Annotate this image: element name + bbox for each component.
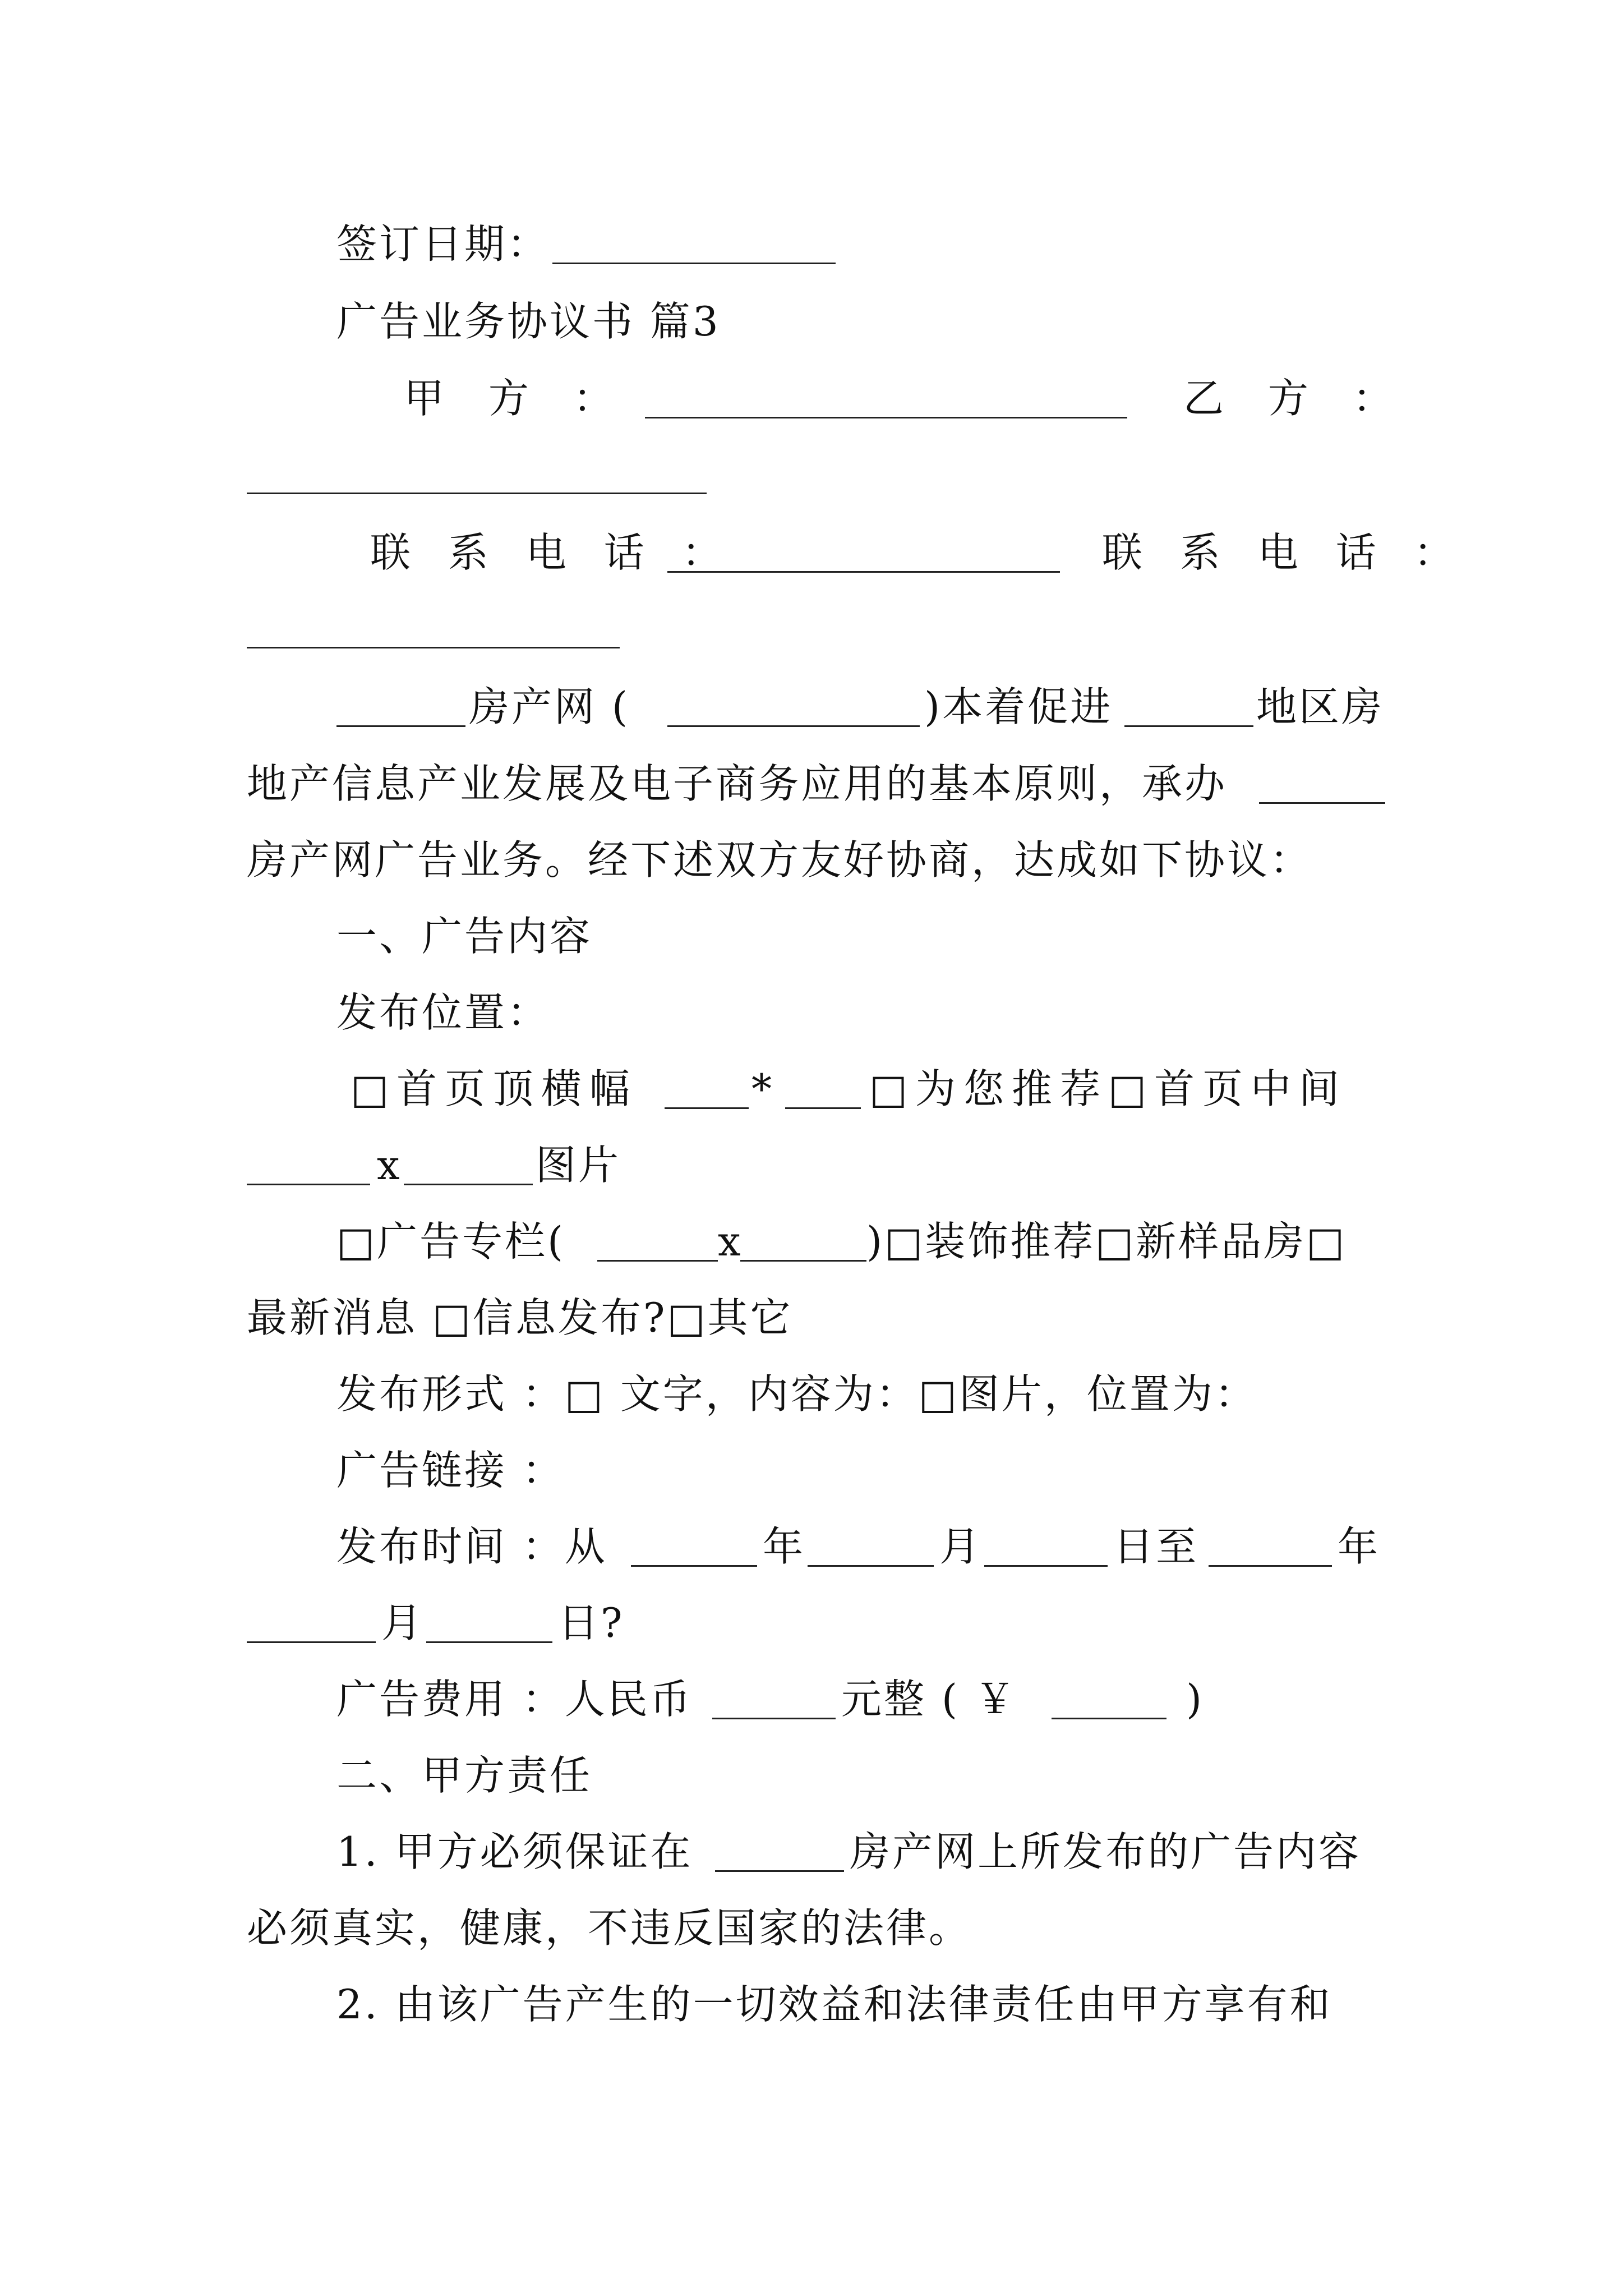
column-height-blank <box>740 1260 866 1262</box>
intro-line-2 <box>0 753 1623 815</box>
party-b-label: 乙 方 ： <box>1183 375 1409 422</box>
phone-b-continuation <box>0 597 1623 659</box>
start-day-blank <box>984 1565 1108 1567</box>
position-options-line-4 <box>0 1287 1623 1349</box>
fee-words-blank <box>712 1718 836 1719</box>
intro-text-d: 地产信息产业发展及电子商务应用的基本原则，承办 <box>247 760 1228 807</box>
option-column: □广告专栏( <box>336 1218 566 1265</box>
party-b-continuation <box>0 443 1623 505</box>
column-x: x <box>718 1218 743 1265</box>
image-height-blank <box>404 1184 533 1185</box>
phone-b-label: 联 系 电 话 ： <box>1102 529 1467 576</box>
party-b-blank <box>247 493 707 494</box>
times-sign: * <box>751 1065 774 1112</box>
clause-1-text-c: 必须真实，健康，不违反国家的法律。 <box>247 1904 972 1952</box>
clause-2-line-1 <box>0 1973 1623 2035</box>
intro-text-c: 地区房 <box>1256 683 1385 730</box>
phone-a-label: 联 系 电 话 ： <box>370 529 735 576</box>
publish-form: 发布形式 ：□ 文字，内容为：□图片，位置为： <box>336 1370 1257 1418</box>
host-blank <box>1259 802 1385 804</box>
publish-form-line <box>0 1363 1623 1425</box>
intro-line-1 <box>0 676 1623 738</box>
banner-height-blank <box>785 1107 861 1109</box>
position-options-line-1 <box>0 1058 1623 1120</box>
title-text: 广告业务协议书 篇3 <box>336 298 721 345</box>
day-to-label: 日至 <box>1113 1523 1199 1570</box>
publish-time-line <box>0 1516 1623 1577</box>
intro-text-e: 房产网广告业务。经下述双方友好协商，达成如下协议： <box>247 836 1313 884</box>
region-blank <box>1124 725 1253 727</box>
section-1-heading <box>0 905 1623 967</box>
party-a-blank <box>645 417 1127 418</box>
image-width-blank <box>247 1184 370 1185</box>
position-options-line-2 <box>0 1134 1623 1196</box>
section-2-heading <box>0 1745 1623 1806</box>
position-label-line <box>0 982 1623 1043</box>
clause-1-line-2 <box>0 1897 1623 1959</box>
clause-1-line-1 <box>0 1821 1623 1883</box>
clause-1-text-b: 房产网上所发布的广告内容 <box>850 1828 1362 1875</box>
image-label: 图片 <box>536 1142 621 1189</box>
party-line <box>0 367 1623 429</box>
clause-2-text: 2. 由该广告产生的一切效益和法律责任由甲方享有和 <box>336 1981 1332 2028</box>
clause-1-text-a: 1. 甲方必须保证在 <box>336 1828 693 1875</box>
option-top-banner: □首页顶横幅 <box>351 1065 638 1112</box>
site-url-blank <box>667 725 920 727</box>
section-1-title: 一、广告内容 <box>336 913 593 960</box>
sign-date-line <box>0 213 1623 275</box>
image-x: x <box>377 1142 402 1189</box>
document-title <box>0 291 1623 352</box>
option-news-other: 最新消息 □信息发布?□其它 <box>247 1294 793 1341</box>
party-a-label: 甲 方 ： <box>404 375 629 422</box>
column-width-blank <box>597 1260 718 1262</box>
ad-link-line <box>0 1439 1623 1501</box>
phone-line <box>0 522 1623 583</box>
position-options-line-3 <box>0 1211 1623 1272</box>
intro-text-a: 房产网 ( <box>469 683 630 730</box>
phone-a-blank <box>667 571 1060 573</box>
clause-1-site-blank <box>715 1870 844 1872</box>
fee-close-paren: ) <box>1186 1676 1205 1723</box>
sign-date-blank <box>552 263 836 264</box>
start-year-blank <box>631 1565 757 1567</box>
position-label: 发布位置： <box>336 989 550 1036</box>
banner-width-blank <box>665 1107 749 1109</box>
ad-link-label: 广告链接 ： <box>336 1447 565 1494</box>
ad-fee-label: 广告费用 ：人民币 <box>336 1676 693 1723</box>
intro-line-3 <box>0 829 1623 891</box>
fee-yuan-label: 元整 ( ￥ <box>841 1676 1017 1723</box>
year-label-2: 年 <box>1338 1523 1381 1570</box>
intro-text-b: )本着促进 <box>924 683 1113 730</box>
year-label-1: 年 <box>763 1523 806 1570</box>
day-label-2: 日? <box>558 1599 625 1646</box>
end-month-blank <box>247 1641 376 1643</box>
publish-time-line-2 <box>0 1592 1623 1654</box>
month-label-2: 月 <box>381 1599 425 1646</box>
end-year-blank <box>1209 1565 1332 1567</box>
option-recommend-middle: □为您推荐□首页中间 <box>869 1065 1348 1112</box>
month-label-1: 月 <box>939 1523 983 1570</box>
section-2-title: 二、甲方责任 <box>336 1752 593 1799</box>
phone-b-blank <box>247 647 620 648</box>
start-month-blank <box>808 1565 934 1567</box>
site-name-blank <box>336 725 465 727</box>
option-decoration-sample: )□装饰推荐□新样品房□ <box>866 1218 1347 1265</box>
end-day-blank <box>426 1641 552 1643</box>
publish-time-label: 发布时间 ：从 <box>336 1523 607 1570</box>
fee-number-blank <box>1052 1718 1166 1719</box>
sign-date-label: 签订日期： <box>336 220 550 268</box>
ad-fee-line <box>0 1668 1623 1730</box>
